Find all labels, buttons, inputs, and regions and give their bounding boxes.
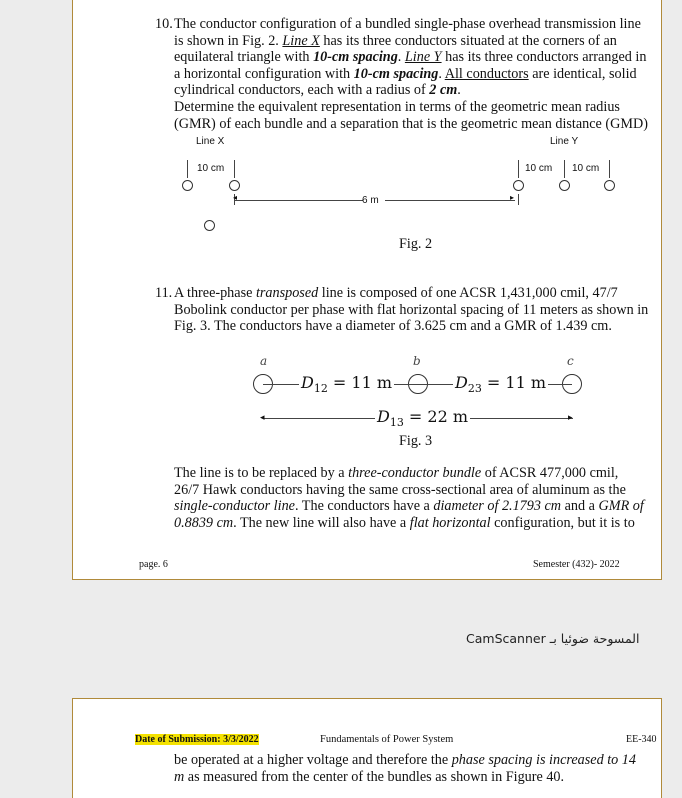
d23-label: $D_{23} = 11$ m	[455, 373, 547, 396]
para-line-2: 26/7 Hawk conductors having the same cross-sectional area of aluminum as the	[174, 481, 626, 498]
q10-line-1: The conductor configuration of a bundled single-phase overhead transmission line	[174, 16, 641, 32]
x-spacing-label: 10 cm	[197, 163, 225, 174]
para-line-4: 0.8839 cm. The new line will also have a flat horizontal configuration, but it is to	[174, 514, 635, 531]
para-line-3: single-conductor line. The conductors have a diameter of 2.1793 cm and a GMR of	[174, 498, 644, 515]
para-line-1: The line is to be replaced by a three-conductor bundle of ACSR 477,000 cmil,	[174, 465, 619, 481]
y-spacing-tick-1	[518, 160, 519, 178]
figure-3-caption: Fig. 3	[399, 433, 433, 449]
conductor-y-2	[559, 180, 570, 191]
d13-label: $D_{13} = 22$ m	[377, 407, 469, 430]
semester-label: Semester (432)- 2022	[533, 559, 620, 570]
phase-label-a: a	[260, 354, 268, 368]
q10-line-3: equilateral triangle with 10-cm spacing. Line Y has its three conductors arranged in	[174, 49, 647, 66]
figure-2-caption: Fig. 2	[399, 236, 433, 252]
q10-line-7: (GMR) of each bundle and a separation that is the geometric mean distance (GMD)	[174, 115, 648, 132]
phase-label-b: b	[413, 354, 421, 368]
distance-line-left	[235, 200, 363, 201]
conductor-x-2	[229, 180, 240, 191]
submission-date: Date of Submission: 3/3/2022	[135, 734, 259, 745]
y-spacing-tick-3	[609, 160, 610, 178]
d13-arrow-left-icon: ◂	[260, 412, 265, 422]
q11-line-3: Fig. 3. The conductors have a diameter of 3.625 cm and a GMR of 1.439 cm.	[174, 318, 612, 335]
q11-line-1: A three-phase transposed line is composed of one ACSR 1,431,000 cmil, 47/7	[174, 285, 618, 301]
conductor-y-1	[513, 180, 524, 191]
x-spacing-tick-left	[187, 160, 188, 178]
question-10	[155, 16, 655, 132]
page2-text	[174, 752, 660, 785]
label-line-y: Line Y	[550, 136, 579, 147]
q10-line-4: a horizontal configuration with 10-cm spacing. All conductors are identical, solid	[174, 65, 637, 82]
conductor-x-1	[182, 180, 193, 191]
page2-line-2: m as measured from the center of the bundles as shown in Figure 40.	[174, 768, 565, 785]
document-page-7	[72, 698, 662, 798]
arrow-left-icon: ◂	[233, 193, 238, 202]
y-spacing-label-1: 10 cm	[525, 163, 553, 174]
y-spacing-tick-2	[564, 160, 565, 178]
phase-label-c: c	[567, 354, 574, 368]
conductor-x-3	[204, 220, 215, 231]
distance-line-right	[385, 200, 515, 201]
page2-line-1: be operated at a higher voltage and therefore the phase spacing is increased to 14	[174, 752, 636, 768]
course-code: EE-340	[626, 734, 657, 745]
label-line-x: Line X	[196, 136, 225, 147]
q10-line-2: is shown in Fig. 2. Line X has its three conductors situated at the corners of an	[174, 32, 617, 49]
dist-tick-right	[518, 194, 519, 205]
d12-label: $D_{12} = 11$ m	[301, 373, 393, 396]
camscanner-watermark: CamScanner المسوحة ضوئيا بـ	[466, 631, 640, 646]
d13-arrow-right-icon: ▸	[568, 412, 573, 422]
q11-continuation	[174, 465, 660, 531]
x-spacing-tick-right	[234, 160, 235, 178]
question-10-number: 10.	[155, 16, 173, 32]
q11-line-2: Bobolink conductor per phase with flat horizontal spacing of 11 meters as shown in	[174, 301, 649, 318]
q10-line-6: Determine the equivalent representation in terms of the geometric mean radius	[174, 98, 620, 115]
document-page-6	[72, 0, 662, 580]
y-spacing-label-2: 10 cm	[572, 163, 600, 174]
question-11	[155, 285, 660, 335]
conductor-y-3	[604, 180, 615, 191]
page-number: page. 6	[139, 559, 168, 570]
question-11-number: 11.	[155, 285, 173, 301]
arrow-right-icon: ▸	[510, 193, 515, 202]
q10-line-5: cylindrical conductors, each with a radius of 2 cm.	[174, 82, 461, 99]
distance-label: 6 m	[362, 195, 379, 206]
course-title: Fundamentals of Power System	[320, 734, 454, 745]
